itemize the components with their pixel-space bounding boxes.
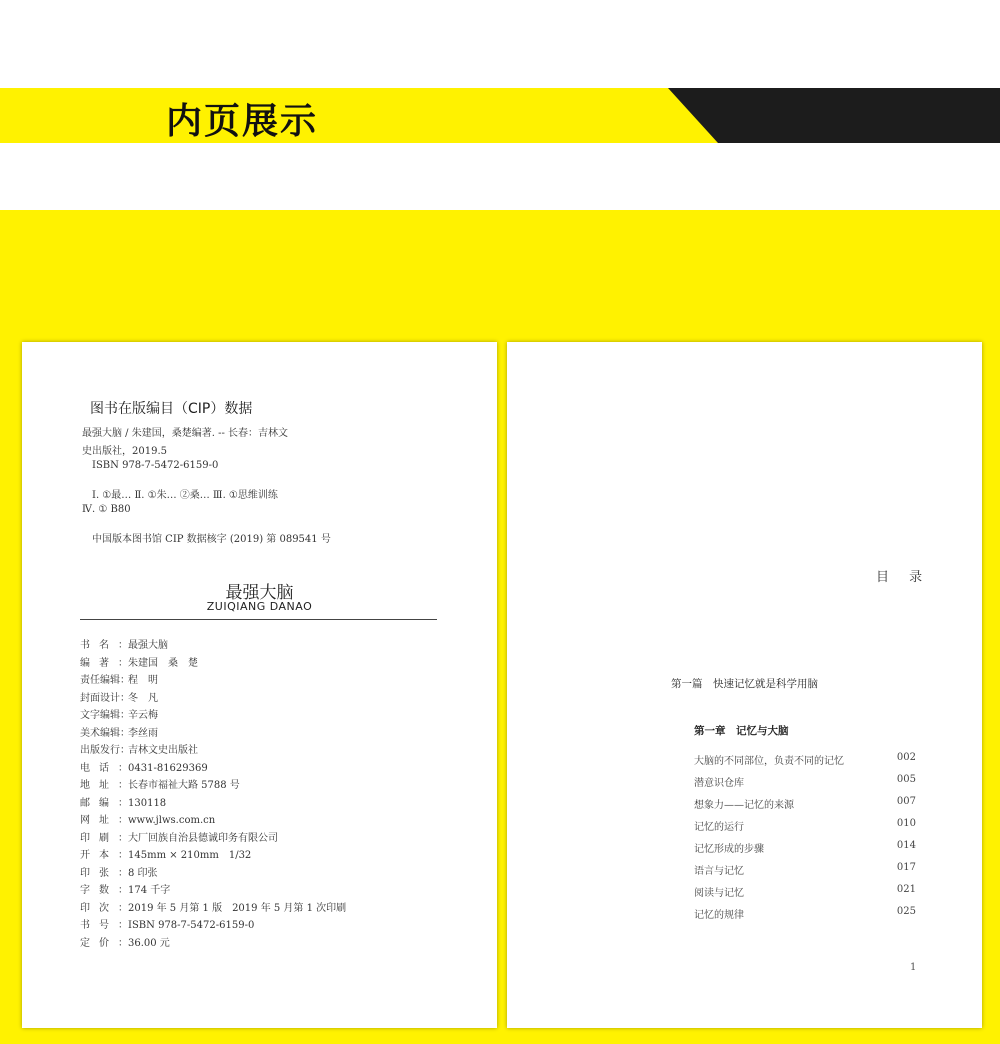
info-value: 长春市福祉大路 5788 号 <box>128 780 240 791</box>
info-key: 文字编辑： <box>80 710 130 721</box>
toc-entry-title: 想象力——记忆的来源 <box>694 800 794 811</box>
cip-line: 史出版社，2019.5 <box>82 446 167 457</box>
toc-entry-page: 021 <box>896 884 916 895</box>
info-value: 辛云梅 <box>128 710 158 721</box>
info-row <box>80 776 240 793</box>
info-key: 邮编： <box>80 797 128 809</box>
info-value: www.jlws.com.cn <box>128 815 216 826</box>
info-row <box>80 899 346 916</box>
toc-entry-page: 025 <box>896 906 916 917</box>
info-key: 印刷： <box>80 832 128 844</box>
book-title-pinyin: ZUIQIANG DANAO <box>206 600 313 613</box>
info-row <box>80 864 158 881</box>
info-value: ISBN 978-7-5472-6159-0 <box>128 920 255 931</box>
info-row <box>80 794 166 811</box>
toc-entry <box>694 774 916 792</box>
info-row <box>80 916 254 933</box>
toc-entry-title: 记忆的运行 <box>694 822 744 833</box>
info-key: 定价： <box>80 937 128 949</box>
copyright-page <box>22 342 497 1028</box>
info-key: 网址： <box>80 815 128 826</box>
toc-entry-title: 语言与记忆 <box>694 866 744 877</box>
toc-entry-title: 潜意识仓库 <box>694 778 744 789</box>
toc-entry <box>694 884 916 902</box>
toc-entry-page: 017 <box>896 862 916 873</box>
toc-entry <box>694 796 916 814</box>
info-key: 书号： <box>80 920 128 931</box>
cip-title: 图书在版编目（CIP）数据 <box>90 401 253 417</box>
info-value: 36.00 元 <box>128 937 170 949</box>
toc-entry-title: 大脑的不同部位，负责不同的记忆 <box>694 756 844 767</box>
toc-entry-title: 记忆的规律 <box>694 910 744 921</box>
info-value: 大厂回族自治县德诚印务有限公司 <box>128 832 278 844</box>
info-key: 印张： <box>80 867 128 879</box>
info-row <box>80 759 208 776</box>
chapter-title: 第一章 记忆与大脑 <box>694 725 789 737</box>
banner-dark-stripe <box>668 88 1000 143</box>
info-row <box>80 689 158 706</box>
info-value: 130118 <box>128 797 167 809</box>
info-row <box>80 636 168 653</box>
cip-line: ISBN 978-7-5472-6159-0 <box>92 460 219 471</box>
toc-entry-page: 007 <box>896 796 916 807</box>
info-value: 174 千字 <box>128 885 171 896</box>
page-number: 1 <box>910 962 917 973</box>
info-key: 地址： <box>80 780 128 791</box>
book-title: 最强大脑 <box>225 583 294 603</box>
info-key: 出版发行： <box>80 745 130 756</box>
divider-rule <box>80 619 437 620</box>
toc-entry-title: 阅读与记忆 <box>694 888 744 899</box>
info-row <box>80 671 158 688</box>
info-row <box>80 846 251 863</box>
toc-entry-page: 014 <box>896 840 916 851</box>
info-key: 开本： <box>80 850 128 861</box>
info-value: 朱建国 桑 楚 <box>128 657 198 669</box>
info-value: 李丝雨 <box>128 727 158 739</box>
toc-entry-page: 010 <box>896 818 916 829</box>
part-title: 第一篇 快速记忆就是科学用脑 <box>671 678 818 690</box>
cip-line: Ⅳ. ① B80 <box>82 504 131 515</box>
info-row <box>80 811 215 828</box>
toc-heading: 目 录 <box>876 570 931 585</box>
cip-line: 中国版本图书馆 CIP 数据核字 (2019) 第 089541 号 <box>92 534 331 545</box>
info-row <box>80 934 170 951</box>
toc-entry <box>694 818 916 836</box>
info-value: 程 明 <box>128 675 158 686</box>
banner-title: 内页展示 <box>166 101 319 142</box>
cip-line: Ⅰ. ①最… Ⅱ. ①朱… ②桑… Ⅲ. ①思维训练 <box>92 490 278 501</box>
info-key: 电话： <box>80 762 128 774</box>
info-value: 最强大脑 <box>128 640 168 651</box>
info-key: 责任编辑： <box>80 675 130 686</box>
toc-entry <box>694 906 916 924</box>
info-key: 美术编辑： <box>80 727 130 739</box>
section-banner <box>0 88 1000 143</box>
toc-entry <box>694 752 916 770</box>
info-row <box>80 881 170 898</box>
info-value: 冬 凡 <box>128 692 158 704</box>
toc-entry-title: 记忆形成的步骤 <box>694 844 764 855</box>
info-key: 编著： <box>80 657 128 669</box>
info-value: 0431-81629369 <box>128 762 208 774</box>
info-key: 字数： <box>80 885 128 896</box>
info-value: 2019 年 5 月第 1 版 2019 年 5 月第 1 次印刷 <box>128 902 347 914</box>
info-row <box>80 724 158 741</box>
info-row <box>80 706 158 723</box>
toc-entry-page: 005 <box>896 774 916 785</box>
info-value: 145mm × 210mm 1/32 <box>128 850 252 861</box>
info-value: 吉林文史出版社 <box>128 745 198 756</box>
info-key: 印次： <box>80 902 128 914</box>
info-value: 8 印张 <box>128 867 158 879</box>
contents-page <box>507 342 982 1028</box>
info-row <box>80 741 198 758</box>
info-key: 书名： <box>80 640 128 651</box>
toc-entry-page: 002 <box>896 752 916 763</box>
info-row <box>80 654 198 671</box>
cip-line: 最强大脑 / 朱建国，桑楚编著. -- 长春：吉林文 <box>82 428 289 439</box>
info-row <box>80 829 278 846</box>
info-key: 封面设计： <box>80 692 130 704</box>
toc-entry <box>694 840 916 858</box>
toc-entry <box>694 862 916 880</box>
